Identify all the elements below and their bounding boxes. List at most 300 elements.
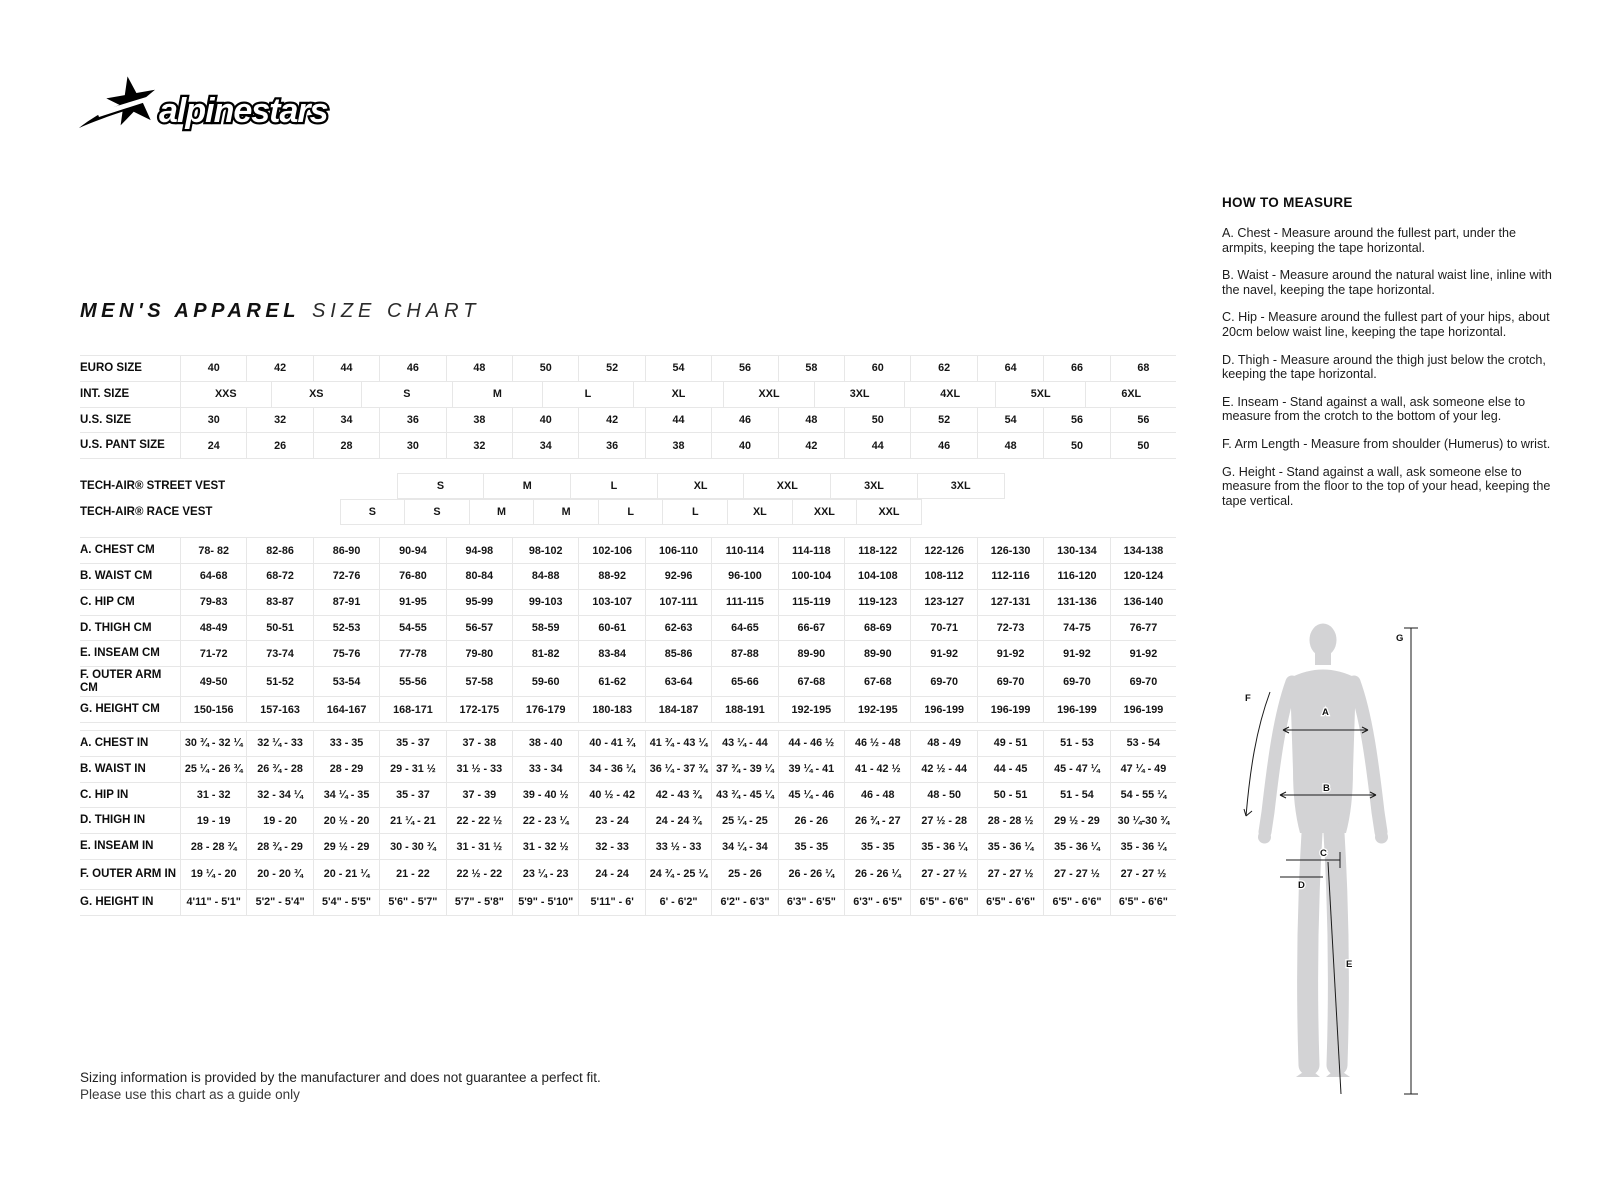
size-cell: 172-175 bbox=[446, 697, 512, 722]
size-cell: 127-131 bbox=[977, 590, 1043, 615]
size-cell: 84-88 bbox=[512, 564, 578, 589]
size-cell: 90-94 bbox=[379, 538, 445, 563]
size-cell: 30 ¾ - 32 ¼ bbox=[180, 731, 246, 756]
size-cell: 104-108 bbox=[844, 564, 910, 589]
size-cell: 28 bbox=[313, 433, 379, 458]
figure-label-f: F bbox=[1245, 693, 1251, 704]
size-cell: 37 ¾ - 39 ¼ bbox=[711, 757, 777, 782]
row-label-thigh-cm: D. THIGH CM bbox=[80, 621, 152, 634]
size-cell: 30 bbox=[379, 433, 445, 458]
size-table bbox=[80, 355, 1176, 916]
size-cell: 35 - 36 ¼ bbox=[1043, 834, 1109, 859]
size-cell: 42 - 43 ¾ bbox=[645, 783, 711, 808]
size-cell: XL bbox=[727, 499, 792, 525]
size-cell: 83-84 bbox=[578, 641, 644, 666]
size-cell: 38 bbox=[446, 408, 512, 433]
size-cell: 21 ¼ - 21 bbox=[379, 808, 445, 833]
size-cell: 56-57 bbox=[446, 616, 512, 641]
size-cell: 27 - 27 ½ bbox=[977, 860, 1043, 889]
size-cell: 27 - 27 ½ bbox=[1110, 860, 1176, 889]
size-cell: 45 ¼ - 46 bbox=[778, 783, 844, 808]
size-cell: 36 bbox=[578, 433, 644, 458]
size-cell: 50 bbox=[512, 356, 578, 381]
size-cell: 92-96 bbox=[645, 564, 711, 589]
size-cell: XL bbox=[657, 473, 744, 499]
size-cell: 6'2" - 6'3" bbox=[711, 890, 777, 915]
size-cell: 74-75 bbox=[1043, 616, 1109, 641]
size-cell: S bbox=[397, 473, 484, 499]
size-cell: 130-134 bbox=[1043, 538, 1109, 563]
size-cell: 91-92 bbox=[977, 641, 1043, 666]
size-cell: 81-82 bbox=[512, 641, 578, 666]
figure-label-g: G bbox=[1396, 633, 1404, 644]
size-cell: 31 - 32 bbox=[180, 783, 246, 808]
size-cell: 48 bbox=[977, 433, 1043, 458]
size-cell: 35 - 36 ¼ bbox=[977, 834, 1043, 859]
row-label-thigh-in: D. THIGH IN bbox=[80, 814, 146, 827]
size-cell: 49 - 51 bbox=[977, 731, 1043, 756]
size-cell: 26 ¾ - 28 bbox=[246, 757, 312, 782]
size-cell: 23 - 24 bbox=[578, 808, 644, 833]
size-cell: 69-70 bbox=[977, 667, 1043, 696]
size-cell: 56 bbox=[1110, 408, 1176, 433]
size-cell: 35 - 35 bbox=[778, 834, 844, 859]
size-cell: 3XL bbox=[917, 473, 1004, 499]
size-cell: 38 - 40 bbox=[512, 731, 578, 756]
size-cell: 20 - 20 ¾ bbox=[246, 860, 312, 889]
size-cell: 22 ½ - 22 bbox=[446, 860, 512, 889]
size-cell: 164-167 bbox=[313, 697, 379, 722]
size-cell: 112-116 bbox=[977, 564, 1043, 589]
page-title-sub: SIZE CHART bbox=[311, 300, 481, 322]
table-row-outer-arm-cm bbox=[80, 667, 1176, 697]
size-cell: 23 ¼ - 23 bbox=[512, 860, 578, 889]
size-cell: 33 - 35 bbox=[313, 731, 379, 756]
row-label-chest-in: A. CHEST IN bbox=[80, 737, 149, 750]
size-cell: 57-58 bbox=[446, 667, 512, 696]
size-cell: 176-179 bbox=[512, 697, 578, 722]
size-cell: 119-123 bbox=[844, 590, 910, 615]
size-cell: 114-118 bbox=[778, 538, 844, 563]
size-cell: 27 - 27 ½ bbox=[1043, 860, 1109, 889]
size-cell: 46 bbox=[379, 356, 445, 381]
size-cell: 6'5" - 6'6" bbox=[1043, 890, 1109, 915]
size-cell: 24 bbox=[180, 433, 246, 458]
size-cell: 136-140 bbox=[1110, 590, 1176, 615]
size-cell: 83-87 bbox=[246, 590, 312, 615]
size-cell: 67-68 bbox=[844, 667, 910, 696]
size-cell: 79-83 bbox=[180, 590, 246, 615]
table-row-outer-arm-in bbox=[80, 860, 1176, 890]
size-cell: 24 - 24 bbox=[578, 860, 644, 889]
row-label-hip-in: C. HIP IN bbox=[80, 788, 129, 801]
size-cell: 34 ¼ - 35 bbox=[313, 783, 379, 808]
size-cell: 4XL bbox=[904, 382, 995, 407]
how-to-measure-title: HOW TO MEASURE bbox=[1222, 195, 1353, 210]
size-cell: 76-80 bbox=[379, 564, 445, 589]
size-cell: 25 ¼ - 26 ¾ bbox=[180, 757, 246, 782]
size-cell: 41 ¾ - 43 ¼ bbox=[645, 731, 711, 756]
size-cell: 89-90 bbox=[844, 641, 910, 666]
size-cell: 5'9" - 5'10" bbox=[512, 890, 578, 915]
size-cell: 98-102 bbox=[512, 538, 578, 563]
size-cell: 69-70 bbox=[1043, 667, 1109, 696]
size-cell: 35 - 36 ¼ bbox=[1110, 834, 1176, 859]
size-cell: 42 bbox=[578, 408, 644, 433]
size-cell: 111-115 bbox=[711, 590, 777, 615]
size-cell: 122-126 bbox=[910, 538, 976, 563]
size-cell: 24 ¾ - 25 ¼ bbox=[645, 860, 711, 889]
row-label-height-in: G. HEIGHT IN bbox=[80, 896, 154, 909]
row-label-outer-arm-cm: F. OUTER ARM CM bbox=[80, 669, 162, 694]
measure-instruction-waist: B. Waist - Measure around the natural waist line, inline with the navel, keeping the tape horizontal. bbox=[1222, 268, 1552, 297]
size-cell: 26 - 26 bbox=[778, 808, 844, 833]
size-cell: 50 bbox=[1043, 433, 1109, 458]
table-row-waist-in bbox=[80, 757, 1176, 783]
size-cell: 34 bbox=[512, 433, 578, 458]
figure-label-b: B bbox=[1323, 783, 1330, 794]
size-cell: 134-138 bbox=[1110, 538, 1176, 563]
row-label-tech-air-race-vest: TECH-AIR® RACE VEST bbox=[80, 505, 213, 518]
size-cell: 22 - 22 ½ bbox=[446, 808, 512, 833]
size-cell: 32 bbox=[246, 408, 312, 433]
size-cell: 157-163 bbox=[246, 697, 312, 722]
size-cell: 26 bbox=[246, 433, 312, 458]
size-cell: 120-124 bbox=[1110, 564, 1176, 589]
size-cell: 188-191 bbox=[711, 697, 777, 722]
size-cell: 91-92 bbox=[910, 641, 976, 666]
size-cell: 40 bbox=[512, 408, 578, 433]
table-row-tech-air-street-vest bbox=[80, 473, 1176, 499]
size-cell: 70-71 bbox=[910, 616, 976, 641]
size-cell: 46 bbox=[910, 433, 976, 458]
row-label-inseam-in: E. INSEAM IN bbox=[80, 840, 154, 853]
row-label-euro-size: EURO SIZE bbox=[80, 362, 142, 375]
row-label-inseam-cm: E. INSEAM CM bbox=[80, 647, 160, 660]
measure-instruction-hip: C. Hip - Measure around the fullest part of your hips, about 20cm below waist line, keeping the tape horizontal. bbox=[1222, 310, 1550, 339]
row-label-us-pant-size: U.S. PANT SIZE bbox=[80, 439, 165, 452]
size-cell: 91-92 bbox=[1043, 641, 1109, 666]
size-cell: 76-77 bbox=[1110, 616, 1176, 641]
size-cell: 75-76 bbox=[313, 641, 379, 666]
size-cell: 6'5" - 6'6" bbox=[1110, 890, 1176, 915]
table-row-thigh-cm bbox=[80, 616, 1176, 642]
figure-label-d: D bbox=[1298, 880, 1305, 891]
size-cell: M bbox=[469, 499, 534, 525]
size-cell: M bbox=[533, 499, 598, 525]
size-cell: 5XL bbox=[995, 382, 1086, 407]
size-cell: 103-107 bbox=[578, 590, 644, 615]
size-cell: XXL bbox=[856, 499, 921, 525]
size-cell: 52 bbox=[578, 356, 644, 381]
size-cell: 46 - 48 bbox=[844, 783, 910, 808]
size-cell: 40 bbox=[711, 433, 777, 458]
size-cell: 19 - 19 bbox=[180, 808, 246, 833]
size-cell: XXL bbox=[743, 473, 830, 499]
size-cell: 40 bbox=[180, 356, 246, 381]
table-row-euro-size bbox=[80, 355, 1176, 382]
table-row-height-cm bbox=[80, 697, 1176, 723]
measure-instruction-arm: F. Arm Length - Measure from shoulder (Humerus) to wrist. bbox=[1222, 436, 1551, 451]
size-cell: 91-92 bbox=[1110, 641, 1176, 666]
size-cell: 28 - 28 ¾ bbox=[180, 834, 246, 859]
size-cell: 100-104 bbox=[778, 564, 844, 589]
size-cell: 20 - 21 ¼ bbox=[313, 860, 379, 889]
size-cell: 192-195 bbox=[778, 697, 844, 722]
size-cell: 32 ¼ - 33 bbox=[246, 731, 312, 756]
row-label-waist-cm: B. WAIST CM bbox=[80, 570, 153, 583]
size-cell: 184-187 bbox=[645, 697, 711, 722]
size-cell: 44 bbox=[645, 408, 711, 433]
size-cell: 48 - 50 bbox=[910, 783, 976, 808]
size-cell: 60 bbox=[844, 356, 910, 381]
size-cell: 99-103 bbox=[512, 590, 578, 615]
size-cell: L bbox=[662, 499, 727, 525]
size-cell: 50-51 bbox=[246, 616, 312, 641]
size-cell bbox=[212, 499, 339, 525]
size-cell: 110-114 bbox=[711, 538, 777, 563]
size-cell: M bbox=[452, 382, 543, 407]
how-to-measure-panel bbox=[1222, 195, 1562, 521]
size-cell: XS bbox=[271, 382, 362, 407]
size-cell: 106-110 bbox=[645, 538, 711, 563]
row-label-outer-arm-in: F. OUTER ARM IN bbox=[80, 868, 177, 881]
size-cell: 56 bbox=[1043, 408, 1109, 433]
size-cell: 34 bbox=[313, 408, 379, 433]
size-cell: 40 - 41 ¾ bbox=[578, 731, 644, 756]
size-cell: 36 bbox=[379, 408, 445, 433]
size-cell: 82-86 bbox=[246, 538, 312, 563]
size-cell: 27 - 27 ½ bbox=[910, 860, 976, 889]
size-cell: 61-62 bbox=[578, 667, 644, 696]
size-cell: 64 bbox=[977, 356, 1043, 381]
figure-label-e: E bbox=[1346, 959, 1353, 970]
size-cell: 50 bbox=[844, 408, 910, 433]
size-cell: 5'6" - 5'7" bbox=[379, 890, 445, 915]
size-cell: 55-56 bbox=[379, 667, 445, 696]
size-cell: 123-127 bbox=[910, 590, 976, 615]
figure-label-c: C bbox=[1320, 848, 1327, 859]
size-cell: 64-65 bbox=[711, 616, 777, 641]
table-row-chest-cm bbox=[80, 537, 1176, 564]
table-row-int-size bbox=[80, 382, 1176, 408]
size-cell: 54 - 55 ¼ bbox=[1110, 783, 1176, 808]
size-cell: 21 - 22 bbox=[379, 860, 445, 889]
size-cell: 39 - 40 ½ bbox=[512, 783, 578, 808]
size-cell: 66-67 bbox=[778, 616, 844, 641]
size-cell: 30 ¼-30 ¾ bbox=[1110, 808, 1176, 833]
size-cell: 48 - 49 bbox=[910, 731, 976, 756]
size-cell: 35 - 36 ¼ bbox=[910, 834, 976, 859]
measure-line-g bbox=[1404, 628, 1418, 1094]
size-cell: 72-73 bbox=[977, 616, 1043, 641]
size-cell: 44 - 46 ½ bbox=[778, 731, 844, 756]
table-row-hip-cm bbox=[80, 590, 1176, 616]
size-cell: 77-78 bbox=[379, 641, 445, 666]
size-cell: 29 ½ - 29 bbox=[313, 834, 379, 859]
size-cell: 126-130 bbox=[977, 538, 1043, 563]
row-label-tech-air-street-vest: TECH-AIR® STREET VEST bbox=[80, 479, 226, 492]
size-cell: 52-53 bbox=[313, 616, 379, 641]
size-cell: 60-61 bbox=[578, 616, 644, 641]
size-cell: 63-64 bbox=[645, 667, 711, 696]
size-cell: S bbox=[404, 499, 469, 525]
size-cell: 89-90 bbox=[778, 641, 844, 666]
size-cell: 5'11" - 6' bbox=[578, 890, 644, 915]
disclaimer-line-2: Please use this chart as a guide only bbox=[80, 1087, 300, 1102]
size-cell: 6'3" - 6'5" bbox=[844, 890, 910, 915]
size-cell: 28 ¾ - 29 bbox=[246, 834, 312, 859]
size-cell: 67-68 bbox=[778, 667, 844, 696]
size-cell: 5'7" - 5'8" bbox=[446, 890, 512, 915]
size-cell: 94-98 bbox=[446, 538, 512, 563]
alpinestars-star-icon bbox=[79, 76, 155, 128]
size-cell: 36 ¼ - 37 ¾ bbox=[645, 757, 711, 782]
size-cell: 107-111 bbox=[645, 590, 711, 615]
size-cell: 50 - 51 bbox=[977, 783, 1043, 808]
size-cell: 6' - 6'2" bbox=[645, 890, 711, 915]
size-cell: 192-195 bbox=[844, 697, 910, 722]
alpinestars-logo bbox=[75, 72, 355, 144]
size-cell: 87-91 bbox=[313, 590, 379, 615]
size-cell: 42 bbox=[246, 356, 312, 381]
table-row-tech-air-race-vest bbox=[80, 499, 1176, 525]
size-cell bbox=[225, 473, 396, 499]
size-cell: 41 - 42 ½ bbox=[844, 757, 910, 782]
size-cell: 73-74 bbox=[246, 641, 312, 666]
size-cell: 43 ¾ - 45 ¼ bbox=[711, 783, 777, 808]
measure-instruction-inseam: E. Inseam - Stand against a wall, ask someone else to measure from the crotch to the bottom of your leg. bbox=[1222, 394, 1526, 424]
size-cell: 22 - 23 ¼ bbox=[512, 808, 578, 833]
size-cell: 42 ½ - 44 bbox=[910, 757, 976, 782]
measure-instruction-height: G. Height - Stand against a wall, ask someone else to measure from the floor to the top of your head, keeping the tape vertical. bbox=[1222, 464, 1551, 508]
size-cell: 24 - 24 ¾ bbox=[645, 808, 711, 833]
row-label-waist-in: B. WAIST IN bbox=[80, 762, 146, 775]
table-row-inseam-in bbox=[80, 834, 1176, 860]
row-label-chest-cm: A. CHEST CM bbox=[80, 544, 155, 557]
size-cell: 19 ¼ - 20 bbox=[180, 860, 246, 889]
size-cell: 108-112 bbox=[910, 564, 976, 589]
size-cell: 28 - 28 ½ bbox=[977, 808, 1043, 833]
size-cell: 32 - 34 ¼ bbox=[246, 783, 312, 808]
size-cell: 46 bbox=[711, 408, 777, 433]
table-row-waist-cm bbox=[80, 564, 1176, 590]
size-cell: 58-59 bbox=[512, 616, 578, 641]
size-cell: 46 ½ - 48 bbox=[844, 731, 910, 756]
size-cell: 69-70 bbox=[1110, 667, 1176, 696]
table-row-height-in bbox=[80, 890, 1176, 916]
size-cell: 40 ½ - 42 bbox=[578, 783, 644, 808]
size-cell: 37 - 39 bbox=[446, 783, 512, 808]
size-cell: 78- 82 bbox=[180, 538, 246, 563]
size-cell: 31 - 31 ½ bbox=[446, 834, 512, 859]
size-cell: 4'11" - 5'1" bbox=[180, 890, 246, 915]
size-cell: 51-52 bbox=[246, 667, 312, 696]
page-title-main: MEN'S APPAREL bbox=[80, 300, 300, 322]
size-cell: S bbox=[340, 499, 405, 525]
size-cell: 88-92 bbox=[578, 564, 644, 589]
row-label-int-size: INT. SIZE bbox=[80, 387, 130, 400]
size-cell: 34 ¼ - 34 bbox=[711, 834, 777, 859]
table-row-inseam-cm bbox=[80, 641, 1176, 667]
size-cell: 25 - 26 bbox=[711, 860, 777, 889]
size-cell: 150-156 bbox=[180, 697, 246, 722]
size-cell: 64-68 bbox=[180, 564, 246, 589]
size-cell: 26 - 26 ¼ bbox=[778, 860, 844, 889]
size-cell: 30 bbox=[180, 408, 246, 433]
size-cell: 31 - 32 ½ bbox=[512, 834, 578, 859]
size-cell: 33 ½ - 33 bbox=[645, 834, 711, 859]
size-cell bbox=[921, 499, 1176, 525]
size-cell: L bbox=[570, 473, 657, 499]
size-cell: 71-72 bbox=[180, 641, 246, 666]
size-cell: 85-86 bbox=[645, 641, 711, 666]
size-cell: 3XL bbox=[830, 473, 917, 499]
size-cell: 28 - 29 bbox=[313, 757, 379, 782]
figure-label-a: A bbox=[1322, 707, 1329, 718]
size-cell: 32 - 33 bbox=[578, 834, 644, 859]
size-cell: 53-54 bbox=[313, 667, 379, 696]
row-label-us-size: U.S. SIZE bbox=[80, 413, 132, 426]
size-cell: 68-69 bbox=[844, 616, 910, 641]
size-cell: 68-72 bbox=[246, 564, 312, 589]
size-cell: 49-50 bbox=[180, 667, 246, 696]
size-cell: 33 - 34 bbox=[512, 757, 578, 782]
size-cell: 37 - 38 bbox=[446, 731, 512, 756]
size-cell: 32 bbox=[446, 433, 512, 458]
size-cell: 54 bbox=[645, 356, 711, 381]
size-cell: 44 bbox=[844, 433, 910, 458]
size-cell: 43 ¼ - 44 bbox=[711, 731, 777, 756]
size-cell: 96-100 bbox=[711, 564, 777, 589]
size-cell: 58 bbox=[778, 356, 844, 381]
size-cell: 30 - 30 ¾ bbox=[379, 834, 445, 859]
size-cell: S bbox=[361, 382, 452, 407]
size-cell: 48-49 bbox=[180, 616, 246, 641]
size-cell: 42 bbox=[778, 433, 844, 458]
size-cell: 196-199 bbox=[910, 697, 976, 722]
size-cell: 65-66 bbox=[711, 667, 777, 696]
size-cell: 79-80 bbox=[446, 641, 512, 666]
size-cell: 118-122 bbox=[844, 538, 910, 563]
disclaimer bbox=[80, 1069, 601, 1103]
size-cell: 35 - 37 bbox=[379, 783, 445, 808]
size-cell: 45 - 47 ¼ bbox=[1043, 757, 1109, 782]
size-cell: 56 bbox=[711, 356, 777, 381]
size-cell: 20 ½ - 20 bbox=[313, 808, 379, 833]
size-cell: 66 bbox=[1043, 356, 1109, 381]
size-cell: 6XL bbox=[1085, 382, 1176, 407]
size-cell: XXL bbox=[792, 499, 857, 525]
table-row-thigh-in bbox=[80, 808, 1176, 834]
size-cell: 44 bbox=[313, 356, 379, 381]
size-cell: 59-60 bbox=[512, 667, 578, 696]
size-cell: 35 - 37 bbox=[379, 731, 445, 756]
size-cell: 5'2" - 5'4" bbox=[246, 890, 312, 915]
size-cell: 27 ½ - 28 bbox=[910, 808, 976, 833]
size-cell: L bbox=[598, 499, 663, 525]
size-cell: 50 bbox=[1110, 433, 1176, 458]
table-row-chest-in bbox=[80, 730, 1176, 757]
size-cell: 68 bbox=[1110, 356, 1176, 381]
size-cell: 29 - 31 ½ bbox=[379, 757, 445, 782]
size-cell: 48 bbox=[446, 356, 512, 381]
size-cell: 6'3" - 6'5" bbox=[778, 890, 844, 915]
size-cell: 131-136 bbox=[1043, 590, 1109, 615]
size-cell: 19 - 20 bbox=[246, 808, 312, 833]
measure-instruction-thigh: D. Thigh - Measure around the thigh just below the crotch, keeping the tape horizontal. bbox=[1222, 352, 1546, 382]
size-cell: 53 - 54 bbox=[1110, 731, 1176, 756]
